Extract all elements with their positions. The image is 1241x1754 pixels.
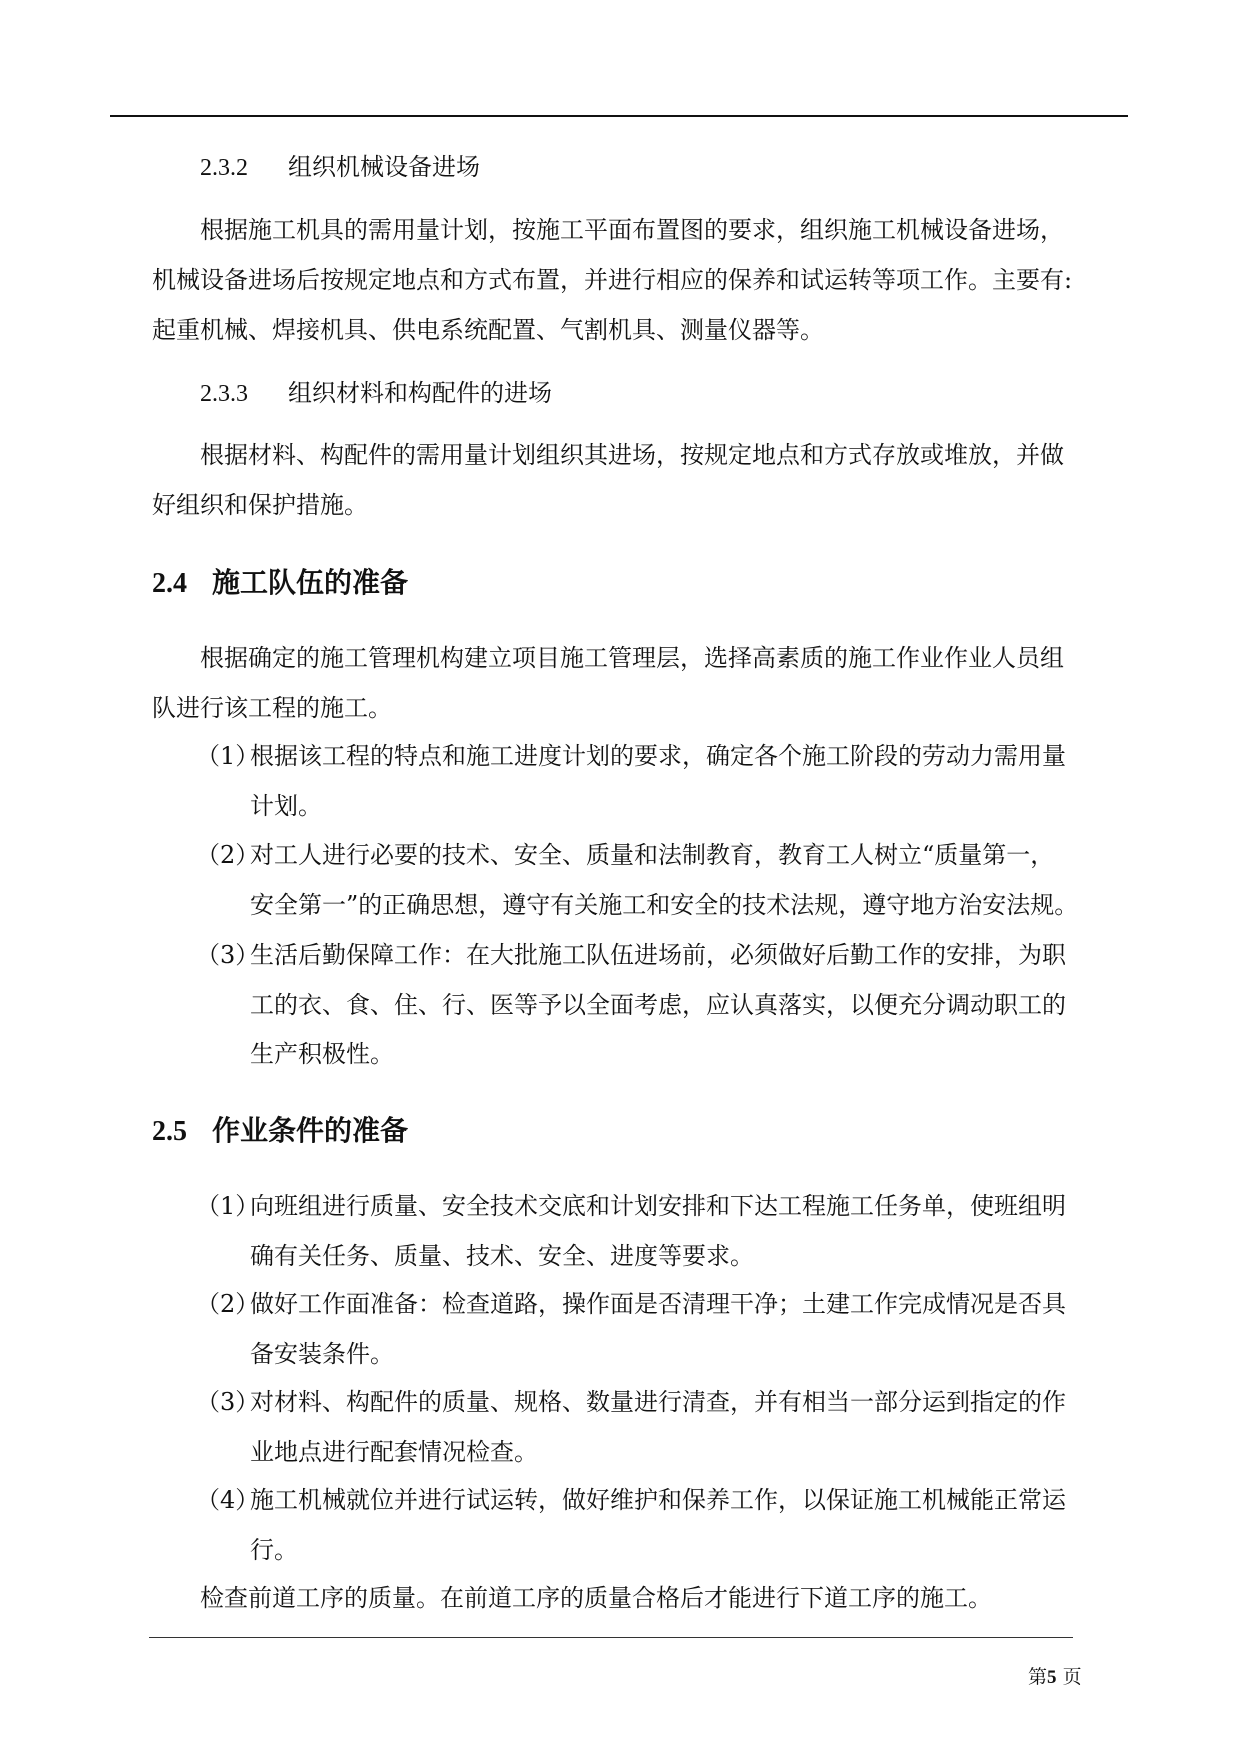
page-number-value: 5 [1047,1667,1057,1688]
paragraph-line: 好组织和保护措施。 [152,491,368,519]
list-item-number: （2） [196,1290,260,1318]
header-rule [110,115,1128,117]
paragraph-line: 根据施工机具的需用量计划，按施工平面布置图的要求，组织施工机械设备进场， [200,216,1064,244]
list-item [196,838,1054,872]
paragraph-line: 队进行该工程的施工。 [152,694,392,722]
list-item [196,1385,1066,1419]
list-item [196,1287,1066,1321]
paragraph-line: 根据材料、构配件的需用量计划组织其进场，按规定地点和方式存放或堆放，并做 [200,441,1064,469]
page-prefix: 第 [1028,1666,1048,1688]
section-heading-2-4 [152,563,408,604]
section-number: 2.4 [152,568,187,599]
list-item-text: 对工人进行必要的技术、安全、质量和法制教育，教育工人树立“质量第一， [250,841,1055,869]
footer-rule [149,1637,1073,1638]
list-item-number: （3） [196,941,260,969]
list-item-continuation: 工的衣、食、住、行、医等予以全面考虑，应认真落实，以便充分调动职工的 [250,991,1066,1019]
subsection-heading-2-3-2 [200,150,480,185]
paragraph-line: 机械设备进场后按规定地点和方式布置，并进行相应的保养和试运转等项工作。主要有: [152,266,1073,294]
list-item-continuation: 确有关任务、质量、技术、安全、进度等要求。 [250,1242,754,1270]
list-item [196,1189,1066,1223]
list-item-number: （1） [196,742,260,770]
paragraph-line: 根据确定的施工管理机构建立项目施工管理层，选择高素质的施工作业作业人员组 [200,644,1064,672]
list-item [196,1483,1066,1517]
list-item-continuation: 安全第一”的正确思想，遵守有关施工和安全的技术法规，遵守地方治安法规。 [250,891,1079,919]
list-item-number: （3） [196,1388,260,1416]
page-number [1028,1664,1082,1691]
list-item-text: 做好工作面准备：检查道路，操作面是否清理干净；土建工作完成情况是否具 [250,1290,1066,1318]
list-item-continuation: 业地点进行配套情况检查。 [250,1438,538,1466]
section-title: 组织材料和构配件的进场 [288,379,552,407]
section-number: 2.5 [152,1116,187,1147]
list-item-continuation: 生产积极性。 [250,1040,394,1068]
list-item-text: 对材料、构配件的质量、规格、数量进行清查，并有相当一部分运到指定的作 [250,1388,1066,1416]
section-title: 施工队伍的准备 [212,566,409,599]
list-item-text: 根据该工程的特点和施工进度计划的要求，确定各个施工阶段的劳动力需用量 [250,742,1066,770]
list-item-continuation: 行。 [250,1536,298,1564]
list-item-text: 生活后勤保障工作：在大批施工队伍进场前，必须做好后勤工作的安排，为职 [250,941,1066,969]
section-number: 2.3.2 [200,155,248,181]
list-item [196,739,1066,773]
list-item-continuation: 备安装条件。 [250,1340,394,1368]
page-suffix: 页 [1062,1666,1082,1688]
list-item-text: 向班组进行质量、安全技术交底和计划安排和下达工程施工任务单，使班组明 [250,1192,1066,1220]
list-item-text: 施工机械就位并进行试运转，做好维护和保养工作，以保证施工机械能正常运 [250,1486,1066,1514]
list-item [196,938,1066,972]
section-number: 2.3.3 [200,381,248,407]
list-item-number: （4） [196,1486,260,1514]
paragraph-line: 检查前道工序的质量。在前道工序的质量合格后才能进行下道工序的施工。 [200,1584,992,1612]
section-title: 作业条件的准备 [212,1114,409,1147]
list-item-continuation: 计划。 [250,792,322,820]
list-item-number: （2） [196,841,260,869]
paragraph-line: 起重机械、焊接机具、供电系统配置、气割机具、测量仪器等。 [152,316,824,344]
subsection-heading-2-3-3 [200,376,552,411]
list-item-number: （1） [196,1192,260,1220]
section-heading-2-5 [152,1111,408,1152]
section-title: 组织机械设备进场 [288,153,480,181]
